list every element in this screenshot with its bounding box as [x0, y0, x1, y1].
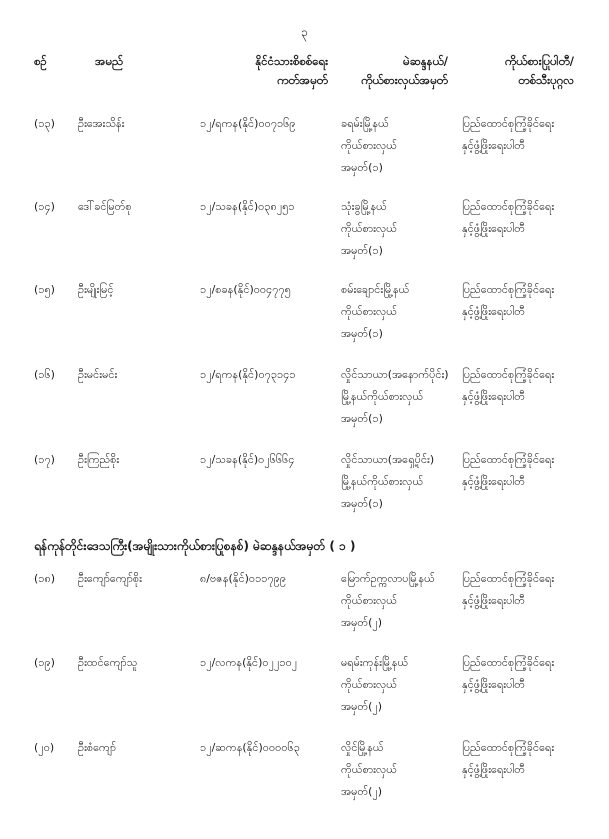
- row-name: ဦးထင်ကျော်သူ: [78, 656, 138, 669]
- row-constituency: [341, 449, 459, 515]
- party-line: နှင့်ဖွံ့ဖြိုးရေးပါတီ: [462, 678, 525, 691]
- row-party: [462, 279, 592, 323]
- header-nrc-line1: နိုင်ငံသားစိစစ်ရေး: [255, 54, 328, 68]
- row-party: [462, 113, 592, 157]
- row-nrc: ၁၂/ရကန(နိုင်)၀၇၃၁၄၁: [200, 368, 296, 381]
- party-line: နှင့်ဖွံ့ဖြိုးရေးပါတီ: [462, 763, 525, 776]
- row-party: [462, 364, 592, 408]
- row-nrc: ၁၂/သခန(နိုင်)၀၃၈၂၅၁: [200, 200, 295, 213]
- row-no: (၁၇): [34, 453, 55, 466]
- header-party-line1: ကိုယ်စားပြုပါတီ/: [505, 54, 574, 68]
- constituency-line: အမှတ်(၁): [341, 497, 383, 510]
- row-party: [462, 196, 592, 240]
- header-nrc: [200, 52, 328, 90]
- row-name: ဦးမျိုးမြင့်: [78, 283, 114, 296]
- row-nrc: ၈/ဗဇန(နိုင်)၀၁၁၇၉၉: [200, 572, 287, 585]
- party-line: ပြည်ထောင်စုကြံ့ခိုင်ရေး: [462, 656, 555, 669]
- constituency-line: အမှတ်(၁): [341, 412, 383, 425]
- row-name: ဦးမင်းမင်း: [78, 368, 118, 381]
- constituency-line: ခရမ်းမြို့နယ်: [341, 117, 389, 130]
- party-line: ပြည်ထောင်စုကြံ့ခိုင်ရေး: [462, 368, 555, 381]
- header-constituency: [334, 52, 448, 90]
- constituency-line: ကိုယ်စားလှယ်: [341, 305, 397, 318]
- party-line: ပြည်ထောင်စုကြံ့ခိုင်ရေး: [462, 117, 555, 130]
- header-party: [456, 52, 574, 90]
- constituency-line: ကိုယ်စားလှယ်: [341, 678, 397, 691]
- constituency-line: မရမ်းကုန်းမြို့နယ်: [341, 656, 409, 669]
- row-name: ဦးကျော်ကျော်စိုး: [78, 572, 142, 585]
- header-constituency-line2: ကိုယ်စားလှယ်အမှတ်: [361, 73, 448, 87]
- party-line: နှင့်ဖွံ့ဖြိုးရေးပါတီ: [462, 475, 525, 488]
- row-nrc: ၁၂/ရကန(နိုင်)၀၀၇၁၆၉: [200, 117, 296, 130]
- row-nrc: ၁၂/သခန(နိုင်)၀၂၆၆၆၄: [200, 453, 295, 466]
- party-line: နှင့်ဖွံ့ဖြိုးရေးပါတီ: [462, 139, 525, 152]
- row-party: [462, 652, 592, 696]
- constituency-line: လှိုင်သာယာ(အရှေ့ပိုင်း): [341, 453, 435, 466]
- row-no: (၁၈): [34, 572, 56, 585]
- header-no: စဉ်: [34, 54, 47, 68]
- constituency-line: ကိုယ်စားလှယ်: [341, 763, 397, 776]
- constituency-line: စမ်းချောင်းမြို့နယ်: [341, 283, 410, 296]
- constituency-line: အမှတ်(၁): [341, 244, 383, 257]
- header-nrc-line2: ကတ်အမှတ်: [277, 73, 328, 87]
- party-line: ပြည်ထောင်စုကြံ့ခိုင်ရေး: [462, 283, 555, 296]
- constituency-line: အမှတ်(၂): [341, 616, 383, 629]
- party-line: နှင့်ဖွံ့ဖြိုးရေးပါတီ: [462, 222, 525, 235]
- page-number: ၃: [301, 25, 308, 39]
- row-no: (၂၀): [34, 741, 55, 754]
- constituency-line: ကိုယ်စားလှယ်: [341, 222, 397, 235]
- constituency-line: အမှတ်(၁): [341, 327, 383, 340]
- row-constituency: [341, 113, 459, 179]
- party-line: နှင့်ဖွံ့ဖြိုးရေးပါတီ: [462, 305, 525, 318]
- constituency-line: အမှတ်(၂): [341, 700, 383, 713]
- party-line: နှင့်ဖွံ့ဖြိုးရေးပါတီ: [462, 390, 525, 403]
- constituency-line: အမှတ်(၂): [341, 785, 383, 798]
- row-no: (၁၉): [34, 656, 55, 669]
- row-name: ဦးကြည်စိုး: [78, 453, 120, 466]
- constituency-line: ကိုယ်စားလှယ်: [341, 139, 397, 152]
- row-name: ဒေါ်ခင်မြတ်စု: [78, 200, 132, 213]
- row-nrc: ၁၂/စခန(နိုင်)၀၀၄၇၇၅: [200, 283, 291, 296]
- party-line: ပြည်ထောင်စုကြံ့ခိုင်ရေး: [462, 572, 555, 585]
- header-name: အမည်: [95, 54, 124, 68]
- row-constituency: [341, 568, 459, 634]
- row-no: (၁၆): [34, 368, 55, 381]
- row-no: (၁၃): [34, 117, 55, 130]
- constituency-line: မြို့နယ်ကိုယ်စားလှယ်: [341, 475, 424, 488]
- row-constituency: [341, 279, 459, 345]
- constituency-line: မြောက်ဥက္ကလာပမြို့နယ်: [341, 572, 435, 585]
- row-no: (၁၅): [34, 283, 55, 296]
- row-constituency: [341, 364, 459, 430]
- row-nrc: ၁၂/ဆကန(နိုင်)၀၀၀၀၆၃: [200, 741, 300, 754]
- header-party-line2: တစ်သီးပုဂ္ဂလ: [518, 73, 574, 87]
- row-name: ဦးစံကျော်: [78, 741, 117, 754]
- constituency-line: အမှတ်(၁): [341, 161, 383, 174]
- constituency-line: မြို့နယ်ကိုယ်စားလှယ်: [341, 390, 424, 403]
- party-line: ပြည်ထောင်စုကြံ့ခိုင်ရေး: [462, 200, 555, 213]
- row-party: [462, 449, 592, 493]
- row-party: [462, 737, 592, 781]
- row-name: ဦးအေးသိန်း: [78, 117, 125, 130]
- section-title: ရန်ကုန်တိုင်းဒေသကြီး(အမျိုးသားကိုယ်စားပြုစနစ်) မဲဆန္ဒနယ်အမှတ် ( ၁ ): [34, 539, 356, 553]
- constituency-line: လှိုင်မြို့နယ်: [341, 741, 384, 754]
- row-no: (၁၄): [34, 200, 55, 213]
- row-party: [462, 568, 592, 612]
- row-constituency: [341, 737, 459, 803]
- party-line: ပြည်ထောင်စုကြံ့ခိုင်ရေး: [462, 741, 555, 754]
- party-line: နှင့်ဖွံ့ဖြိုးရေးပါတီ: [462, 594, 525, 607]
- header-constituency-line1: မဲဆန္ဒနယ်/: [403, 54, 448, 68]
- constituency-line: လှိုင်သာယာ(အနောက်ပိုင်း): [341, 368, 449, 381]
- row-constituency: [341, 196, 459, 262]
- party-line: ပြည်ထောင်စုကြံ့ခိုင်ရေး: [462, 453, 555, 466]
- constituency-line: ကိုယ်စားလှယ်: [341, 594, 397, 607]
- constituency-line: သုံးခွမြို့နယ်: [341, 200, 387, 213]
- row-constituency: [341, 652, 459, 718]
- row-nrc: ၁၂/လကန(နိုင်)၀၂၂၁၀၂: [200, 656, 298, 669]
